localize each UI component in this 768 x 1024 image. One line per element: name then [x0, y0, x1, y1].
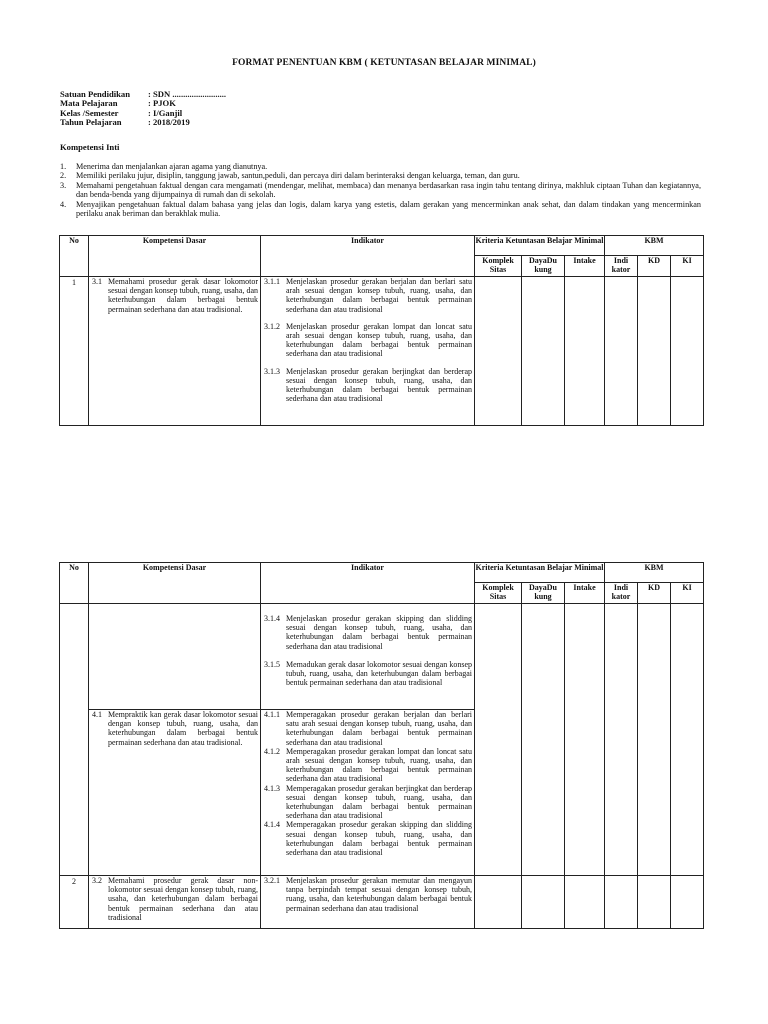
kd-item: 3.1 Memahami prosedur gerak dasar lokomotor sesuai dengan konsep tubuh, ruang, usaha, dan keterhubungan dalam berbagai bentuk permainan sederhana dan atau tradisional.: [92, 277, 258, 314]
empty-cell: [605, 604, 638, 876]
empty-cell: [671, 604, 704, 876]
row-number: [60, 604, 89, 876]
document-title: FORMAT PENENTUAN KBM ( KETUNTASAN BELAJAR MINIMAL): [232, 58, 536, 68]
header-indikator: Indikator: [261, 563, 475, 604]
ki-item: 1. Menerima dan menjalankan ajaran agama yang dianutnya.: [60, 162, 268, 171]
header-daya-dukung: DayaDu kung: [522, 256, 565, 277]
empty-cell: [565, 277, 605, 426]
indikator-cell: [261, 710, 475, 876]
header-indikator-short: Indi kator: [605, 583, 638, 604]
indikator-cell: [261, 876, 475, 929]
table-row: [60, 277, 704, 426]
kd-cell: [89, 277, 261, 426]
header-no: No: [60, 236, 89, 277]
row-number: 2: [60, 876, 89, 929]
indicator-item: 3.1.5 Memadukan gerak dasar lokomotor sesuai dengan konsep tubuh, ruang, usaha, dan keterhubungan dalam berbagai bentuk permainan sederhana dan atau tradisional: [264, 659, 472, 688]
header-kbm: KBM: [605, 236, 704, 256]
ki-item: 3. Memahami pengetahuan faktual dengan cara mengamati (mendengar, melihat, membaca) dan menanya berdasarkan rasa ingin tahu tentang dirinya, makhluk ciptaan Tuhan dan kegiatannya, dan benda-benda yang dijumpainya di rumah dan di sekolah.: [60, 180, 701, 200]
info-row-class: Kelas /Semester : I/Ganjil: [60, 107, 183, 118]
indicator-item: 3.1.4 Menjelaskan prosedur gerakan skipping dan slidding sesuai dengan konsep tubuh, ruang, usaha, dan keterhubungan dalam berbagai bentuk permainan sederhana dan atau tradisional: [264, 614, 472, 651]
empty-cell: [522, 277, 565, 426]
indicator-item: 4.1.4 Memperagakan prosedur gerakan skipping dan slidding sesuai dengan konsep tubuh, ruang, usaha, dan keterhubungan dalam berbagai bentuk permainan sederhana dan atau tradisional: [264, 820, 472, 858]
header-kompleksitas: Komplek Sitas: [475, 256, 522, 277]
empty-cell: [565, 876, 605, 929]
header-kompetensi-dasar: Kompetensi Dasar: [89, 563, 261, 604]
header-indikator: Indikator: [261, 236, 475, 277]
header-kompleksitas: Komplek Sitas: [475, 583, 522, 604]
info-row-school: Satuan Pendidikan : SDN .........................: [60, 89, 227, 99]
header-daya-dukung: DayaDu kung: [522, 583, 565, 604]
header-ki: KI: [671, 256, 704, 277]
empty-cell: [475, 277, 522, 426]
info-row-year: Tahun Pelajaran : 2018/2019: [60, 117, 190, 128]
kd-cell: [89, 604, 261, 710]
empty-cell: [671, 876, 704, 929]
header-indikator-short: Indi kator: [605, 256, 638, 277]
empty-cell: [638, 604, 671, 876]
table-row: [60, 604, 704, 710]
kd-item: 4.1 Mempraktik kan gerak dasar lokomotor sesuai dengan konsep tubuh, ruang, usaha, dan keterhubungan dalam berbagai bentuk permainan sederhana dan atau tradisional.: [92, 710, 258, 747]
header-ki: KI: [671, 583, 704, 604]
header-no: No: [60, 563, 89, 604]
empty-cell: [671, 277, 704, 426]
indicator-item: 4.1.1 Memperagakan prosedur gerakan berjalan dan berlari satu arah sesuai dengan konsep tubuh, ruang, usaha, dan keterhubungan dalam berbagai bentuk permainan sederhana dan atau tradisional: [264, 710, 472, 747]
header-kompetensi-dasar: Kompetensi Dasar: [89, 236, 261, 277]
indicator-item: 3.2.1 Menjelaskan prosedur gerakan memutar dan mengayun tanpa berpindah tempat sesuai dengan konsep tubuh, ruang, usaha, dan keterhubungan dalam berbagai bentuk permainan sederhana dan atau tradisional: [264, 876, 472, 913]
empty-cell: [565, 604, 605, 876]
empty-cell: [475, 604, 522, 876]
header-kbm: KBM: [605, 563, 704, 583]
indicator-item: 3.1.2 Menjelaskan prosedur gerakan lompat dan loncat satu arah sesuai dengan konsep tubuh, ruang, usaha, dan keterhubungan dalam berbagai bentuk permainan sederhana dan atau tradisional: [264, 321, 472, 359]
empty-cell: [638, 876, 671, 929]
empty-cell: [638, 277, 671, 426]
ki-item: 4. Menyajikan pengetahuan faktual dalam bahasa yang jelas dan logis, dalam karya yang estetis, dalam gerakan yang mencerminkan anak sehat, dan dalam tindakan yang mencerminkan perilaku anak beriman dan berakhlak mulia.: [60, 199, 701, 219]
ki-item: 2. Memiliki perilaku jujur, disiplin, tanggung jawab, santun,peduli, dan percaya diri dalam berinteraksi dengan keluarga, teman, dan guru.: [60, 171, 520, 181]
kbm-table-2: [59, 562, 704, 929]
table-row: [60, 876, 704, 929]
empty-cell: [605, 876, 638, 929]
kd-cell: [89, 876, 261, 929]
document-info: [60, 90, 226, 128]
indicator-item: 3.1.1 Menjelaskan prosedur gerakan berjalan dan berlari satu arah sesuai dengan konsep tubuh, ruang, usaha, dan keterhubungan dalam berbagai bentuk permainan sederhana dan atau tradisional: [264, 277, 472, 314]
kbm-table-1: [59, 235, 704, 426]
ki-heading: Kompetensi Inti: [60, 142, 120, 152]
ki-list: [60, 162, 701, 218]
row-number: 1: [60, 277, 89, 426]
kd-item: 3.2 Memahami prosedur gerak dasar non-lokomotor sesuai dengan konsep tubuh, ruang, usaha, dan keterhubungan dalam berbagai bentuk permainan sederhana dan atau tradisional: [92, 876, 258, 922]
header-kd: KD: [638, 256, 671, 277]
indicator-item: 4.1.2 Memperagakan prosedur gerakan lompat dan loncat satu arah sesuai dengan konsep tubuh, ruang, usaha, dan keterhubungan dalam berbagai bentuk permainan sederhana dan atau tradisional: [264, 746, 472, 784]
header-kriteria: Kriteria Ketuntasan Belajar Minimal: [475, 563, 605, 583]
header-kriteria: Kriteria Ketuntasan Belajar Minimal: [475, 236, 605, 256]
kd-cell: [89, 710, 261, 876]
empty-cell: [522, 876, 565, 929]
header-kd: KD: [638, 583, 671, 604]
indicator-item: 4.1.3 Memperagakan prosedur gerakan berjingkat dan berderap sesuai dengan konsep tubuh, ruang, usaha, dan keterhubungan dalam berbagai bentuk permainan sederhana dan atau tradisional: [264, 783, 472, 821]
header-intake: Intake: [565, 583, 605, 604]
indikator-cell: [261, 277, 475, 426]
empty-cell: [522, 604, 565, 876]
header-intake: Intake: [565, 256, 605, 277]
empty-cell: [605, 277, 638, 426]
indicator-item: 3.1.3 Menjelaskan prosedur gerakan berjingkat dan berderap sesuai dengan konsep tubuh, ruang, usaha, dan keterhubungan dalam berbagai bentuk permainan sederhana dan atau tradisional: [264, 366, 472, 404]
empty-cell: [475, 876, 522, 929]
indikator-cell: [261, 604, 475, 710]
info-row-subject: Mata Pelajaran : PJOK: [60, 98, 176, 109]
